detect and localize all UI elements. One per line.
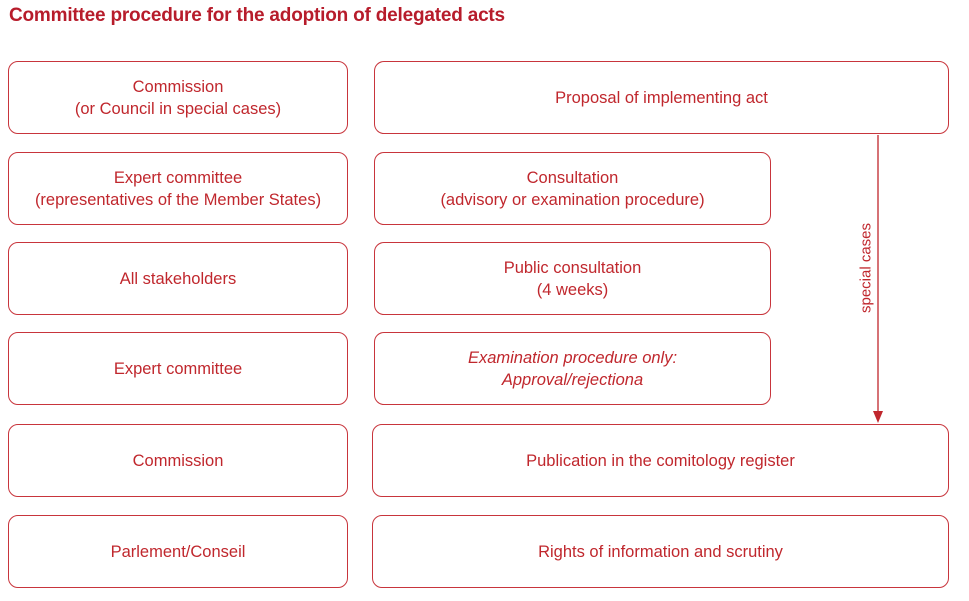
left-box-label: Commission <box>132 77 224 96</box>
arrow-head <box>873 411 883 423</box>
diagram-title: Committee procedure for the adoption of delegated acts <box>9 5 505 26</box>
right-box-sublabel: (advisory or examination procedure) <box>440 190 705 209</box>
right-box-label: Examination procedure only: <box>467 348 678 367</box>
right-box-label: Proposal of implementing act <box>555 88 768 107</box>
right-box-label: Public consultation <box>503 258 642 277</box>
right-box-label: Rights of information and scrutiny <box>538 542 783 561</box>
right-box-sublabel: (4 weeks) <box>536 280 609 299</box>
left-box-label: All stakeholders <box>119 269 237 288</box>
special-cases-label: special cases <box>857 222 875 314</box>
left-box-label: Expert committee <box>113 168 243 187</box>
left-box-label: Commission <box>132 451 224 470</box>
left-box-label: Expert committee <box>113 359 243 378</box>
right-box-sublabel: Approval/rejectiona <box>501 370 644 389</box>
right-box-label: Consultation <box>526 168 619 187</box>
right-box-label: Publication in the comitology register <box>526 451 795 470</box>
left-box-sublabel: (or Council in special cases) <box>74 99 282 118</box>
left-box-sublabel: (representatives of the Member States) <box>34 190 322 209</box>
left-box-label: Parlement/Conseil <box>110 542 246 561</box>
